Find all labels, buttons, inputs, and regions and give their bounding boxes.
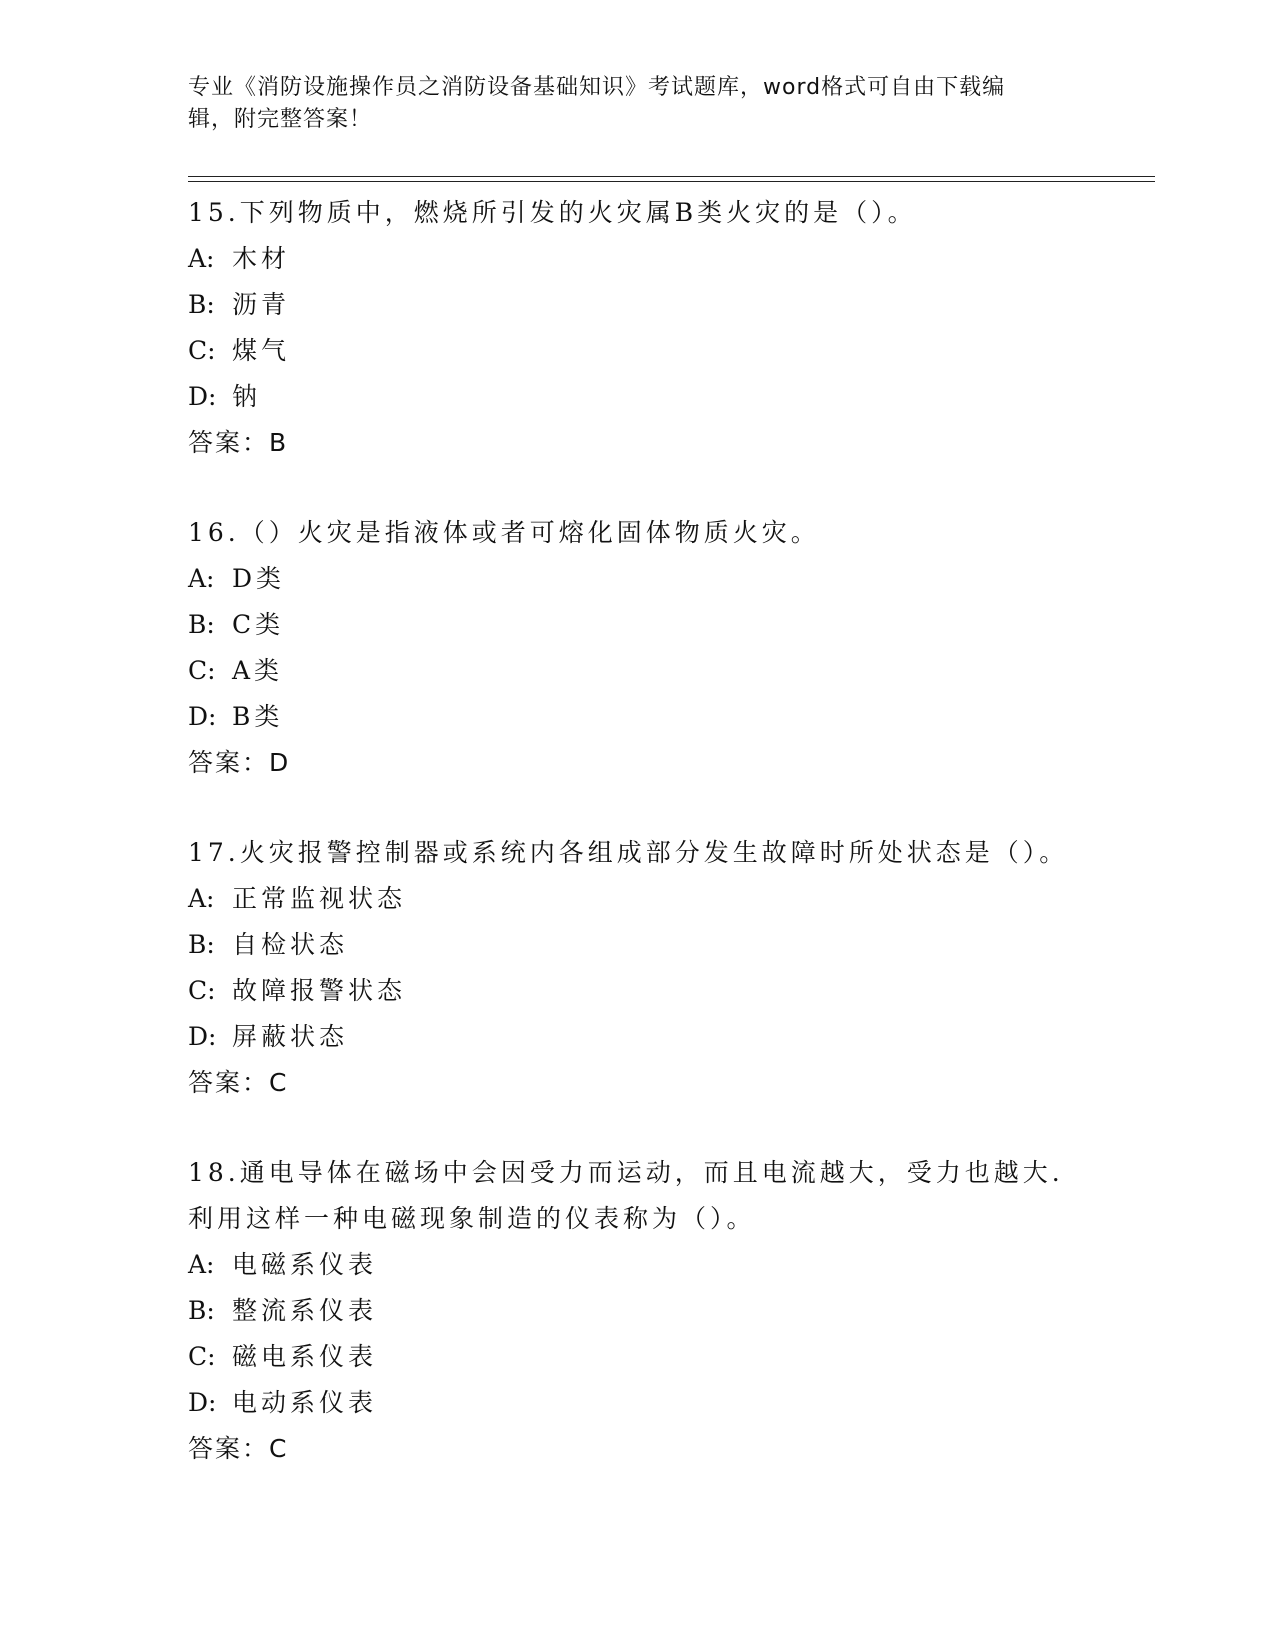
- option-text: 磁电系仪表: [232, 1342, 378, 1371]
- header-divider-bottom: [188, 181, 1155, 182]
- option-text: 屏蔽状态: [232, 1022, 349, 1051]
- option-text: D类: [232, 564, 286, 593]
- option-d: [188, 694, 1155, 740]
- option-text: 故障报警状态: [232, 976, 407, 1005]
- option-d: [188, 374, 1155, 420]
- option-a: [188, 236, 1155, 282]
- option-c: [188, 968, 1155, 1014]
- option-text: 钠: [232, 382, 262, 411]
- option-text: 自检状态: [232, 930, 349, 959]
- option-letter: D:: [188, 702, 217, 731]
- option-text: 电磁系仪表: [232, 1250, 378, 1279]
- option-a: [188, 1242, 1155, 1288]
- question-16: [188, 510, 1155, 786]
- option-c: [188, 328, 1155, 374]
- question-text: [188, 830, 1155, 876]
- option-c: [188, 1334, 1155, 1380]
- option-text: 电动系仪表: [232, 1388, 378, 1417]
- option-letter: C:: [188, 656, 216, 685]
- question-text: [188, 1150, 1155, 1242]
- option-b: [188, 602, 1155, 648]
- option-text: C类: [232, 610, 285, 639]
- header-line-1: 专业《消防设施操作员之消防设备基础知识》考试题库，word格式可自由下载编: [188, 75, 1006, 100]
- question-text: [188, 190, 1155, 236]
- option-text: 整流系仪表: [232, 1296, 378, 1325]
- document-header: [188, 72, 1088, 136]
- option-a: [188, 876, 1155, 922]
- option-c: [188, 648, 1155, 694]
- option-letter: A:: [188, 244, 215, 273]
- option-letter: C:: [188, 1342, 216, 1371]
- option-b: [188, 1288, 1155, 1334]
- option-text: 木材: [232, 244, 291, 273]
- option-letter: B:: [188, 1296, 215, 1325]
- question-text-line: 18.通电导体在磁场中会因受力而运动，而且电流越大，受力也越大.: [188, 1158, 1064, 1187]
- option-d: [188, 1380, 1155, 1426]
- answer-label: 答案：C: [188, 1434, 289, 1463]
- option-text: 沥青: [232, 290, 291, 319]
- answer-label: 答案：D: [188, 748, 291, 777]
- option-letter: C:: [188, 976, 216, 1005]
- question-18: [188, 1150, 1155, 1472]
- option-letter: A:: [188, 1250, 215, 1279]
- question-15: [188, 190, 1155, 466]
- option-d: [188, 1014, 1155, 1060]
- question-text-line: 17.火灾报警控制器或系统内各组成部分发生故障时所处状态是（）。: [188, 838, 1069, 867]
- question-text-line: 利用这样一种电磁现象制造的仪表称为（）。: [188, 1204, 756, 1233]
- option-b: [188, 922, 1155, 968]
- answer-label: 答案：B: [188, 428, 289, 457]
- option-letter: B:: [188, 290, 215, 319]
- question-text: [188, 510, 1155, 556]
- question-text-line: 16.（）火灾是指液体或者可熔化固体物质火灾。: [188, 518, 820, 547]
- option-letter: D:: [188, 382, 217, 411]
- option-letter: A:: [188, 884, 215, 913]
- option-text: 正常监视状态: [232, 884, 407, 913]
- option-letter: B:: [188, 930, 215, 959]
- question-list: [188, 190, 1155, 1516]
- option-text: B类: [232, 702, 284, 731]
- option-a: [188, 556, 1155, 602]
- question-17: [188, 830, 1155, 1106]
- question-text-line: 15.下列物质中，燃烧所引发的火灾属B类火灾的是（）。: [188, 198, 917, 227]
- option-letter: D:: [188, 1022, 217, 1051]
- option-letter: B:: [188, 610, 215, 639]
- header-line-2: 辑，附完整答案！: [188, 107, 373, 132]
- option-letter: A:: [188, 564, 215, 593]
- option-letter: C:: [188, 336, 216, 365]
- option-text: 煤气: [232, 336, 291, 365]
- header-divider-top: [188, 176, 1155, 177]
- answer-label: 答案：C: [188, 1068, 289, 1097]
- option-b: [188, 282, 1155, 328]
- option-letter: D:: [188, 1388, 217, 1417]
- option-text: A类: [232, 656, 284, 685]
